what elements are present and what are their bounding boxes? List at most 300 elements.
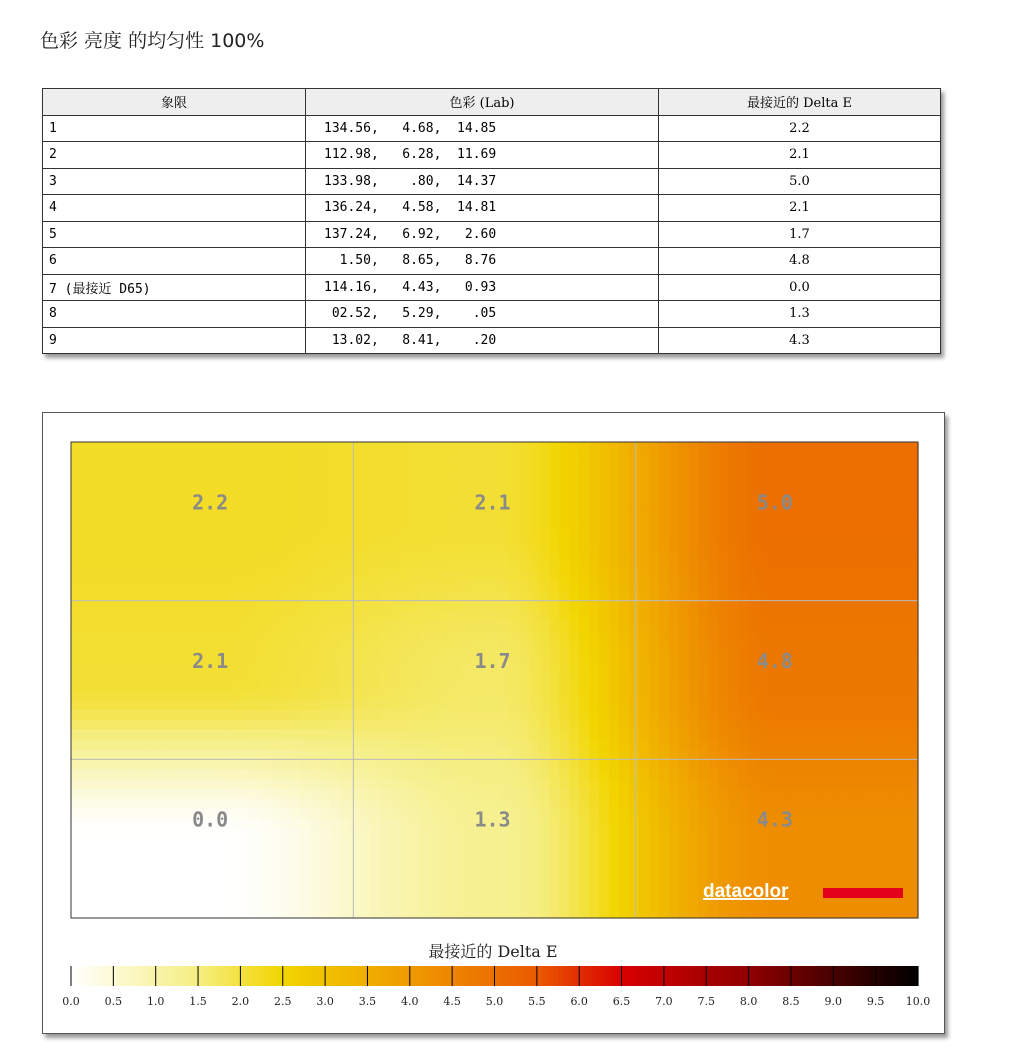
heatmap-cell — [480, 888, 491, 899]
heatmap-cell — [788, 908, 799, 919]
heatmap-cell — [290, 472, 301, 483]
heatmap-cell — [290, 660, 301, 671]
heatmap-cell — [569, 720, 580, 731]
heatmap-cell — [649, 789, 660, 800]
heatmap-cell — [131, 442, 142, 453]
heatmap-cell — [858, 660, 869, 671]
heatmap-cell — [908, 789, 919, 800]
heatmap-cell — [121, 690, 132, 701]
colorbar-tick-label: 6.5 — [612, 995, 631, 1008]
heatmap-cell — [91, 809, 102, 820]
heatmap-cell — [759, 571, 770, 582]
heatmap-cell — [181, 472, 192, 483]
heatmap-cell — [579, 878, 590, 889]
colorbar-segment — [859, 966, 864, 986]
heatmap-cell — [71, 511, 82, 522]
heatmap-cell — [788, 859, 799, 870]
heatmap-cell — [370, 571, 381, 582]
heatmap-cell — [649, 740, 660, 751]
heatmap-cell — [340, 759, 351, 770]
heatmap-cell — [579, 829, 590, 840]
heatmap-cell — [141, 452, 152, 463]
heatmap-cell — [91, 680, 102, 691]
heatmap-cell — [778, 442, 789, 453]
heatmap-cell — [509, 650, 520, 661]
heatmap-cell — [380, 859, 391, 870]
heatmap-cell — [340, 878, 351, 889]
colorbar-segment — [232, 966, 237, 986]
heatmap-cell — [460, 769, 471, 780]
heatmap-cell — [161, 849, 172, 860]
heatmap-cell — [858, 710, 869, 721]
heatmap-cell — [230, 740, 241, 751]
heatmap-cell — [579, 660, 590, 671]
heatmap-cell — [898, 789, 909, 800]
heatmap-cell — [420, 859, 431, 870]
colorbar-segment — [262, 966, 267, 986]
heatmap-cell — [709, 502, 720, 513]
heatmap-cell — [240, 442, 251, 453]
heatmap-cell — [798, 749, 809, 760]
heatmap-cell — [260, 472, 271, 483]
heatmap-cell — [509, 700, 520, 711]
heatmap-cell — [440, 710, 451, 721]
heatmap-cell — [679, 482, 690, 493]
heatmap-cell — [71, 601, 82, 612]
heatmap-cell — [300, 492, 311, 503]
heatmap-cell — [360, 660, 371, 671]
heatmap-cell — [350, 650, 361, 661]
heatmap-cell — [181, 591, 192, 602]
heatmap-cell — [330, 809, 341, 820]
heatmap-cell — [101, 740, 112, 751]
heatmap-cell — [171, 779, 182, 790]
heatmap-cell — [719, 551, 730, 562]
heatmap-cell — [260, 452, 271, 463]
heatmap-cell — [260, 908, 271, 919]
heatmap-cell — [290, 700, 301, 711]
colorbar-segment — [401, 966, 406, 986]
heatmap-cell — [260, 839, 271, 850]
heatmap-cell — [759, 849, 770, 860]
heatmap-cell — [609, 591, 620, 602]
heatmap-cell — [151, 868, 162, 879]
heatmap-cell — [370, 769, 381, 780]
heatmap-cell — [480, 898, 491, 909]
heatmap-cell — [739, 779, 750, 790]
heatmap-cell — [629, 571, 640, 582]
heatmap-cell — [171, 859, 182, 870]
heatmap-cell — [858, 859, 869, 870]
heatmap-cell — [330, 601, 341, 612]
heatmap-cell — [320, 779, 331, 790]
heatmap-cell — [480, 452, 491, 463]
heatmap-cell — [430, 561, 441, 572]
heatmap-cell — [609, 809, 620, 820]
heatmap-cell — [320, 591, 331, 602]
heatmap-cell — [609, 720, 620, 731]
heatmap-cell — [539, 740, 550, 751]
heatmap-cell — [290, 521, 301, 532]
heatmap-cell — [181, 710, 192, 721]
heatmap-cell — [121, 829, 132, 840]
heatmap-cell — [131, 700, 142, 711]
heatmap-cell — [201, 740, 212, 751]
delta-e-cell: 2.1 — [659, 195, 941, 222]
heatmap-cell — [121, 670, 132, 681]
heatmap-cell — [878, 531, 889, 542]
heatmap-cell — [440, 829, 451, 840]
heatmap-cell — [450, 551, 461, 562]
colorbar-segment — [622, 966, 627, 986]
heatmap-cell — [340, 591, 351, 602]
heatmap-cell — [828, 442, 839, 453]
heatmap-cell — [490, 581, 501, 592]
heatmap-cell — [828, 680, 839, 691]
heatmap-cell — [798, 482, 809, 493]
colorbar-segment — [647, 966, 652, 986]
heatmap-cell — [121, 809, 132, 820]
heatmap-cell — [280, 492, 291, 503]
heatmap-cell — [121, 849, 132, 860]
heatmap-cell — [111, 710, 122, 721]
heatmap-cell — [121, 839, 132, 850]
heatmap-cell — [310, 868, 321, 879]
heatmap-cell — [101, 462, 112, 473]
heatmap-cell — [220, 521, 231, 532]
heatmap-cell — [430, 452, 441, 463]
heatmap-cell — [490, 561, 501, 572]
heatmap-cell — [699, 601, 710, 612]
heatmap-cell — [878, 690, 889, 701]
heatmap-cell — [250, 888, 261, 899]
colorbar-segment — [893, 966, 898, 986]
heatmap-cell — [111, 462, 122, 473]
heatmap-cell — [101, 759, 112, 770]
colorbar-segment — [181, 966, 186, 986]
heatmap-cell — [111, 571, 122, 582]
heatmap-cell — [310, 541, 321, 552]
heatmap-cell — [529, 442, 540, 453]
heatmap-cell — [878, 700, 889, 711]
heatmap-cell — [280, 849, 291, 860]
heatmap-cell — [350, 710, 361, 721]
heatmap-cell — [838, 759, 849, 770]
heatmap-cell — [619, 551, 630, 562]
heatmap-cell — [320, 621, 331, 632]
heatmap-cell — [908, 809, 919, 820]
heatmap-cell — [569, 640, 580, 651]
heatmap-cell — [689, 829, 700, 840]
heatmap-cell — [689, 680, 700, 691]
heatmap-cell — [838, 789, 849, 800]
heatmap-cell — [868, 690, 879, 701]
heatmap-cell — [848, 581, 859, 592]
heatmap-cell — [579, 908, 590, 919]
heatmap-cell — [340, 740, 351, 751]
heatmap-cell — [838, 730, 849, 741]
heatmap-cell — [848, 829, 859, 840]
heatmap-cell — [111, 502, 122, 513]
heatmap-cell — [360, 809, 371, 820]
heatmap-cell — [818, 690, 829, 701]
heatmap-cell — [739, 551, 750, 562]
heatmap-cell — [828, 551, 839, 562]
heatmap-cell — [858, 819, 869, 830]
heatmap-cell — [330, 581, 341, 592]
heatmap-cell — [460, 779, 471, 790]
heatmap-cell — [230, 541, 241, 552]
heatmap-cell — [450, 452, 461, 463]
heatmap-cell — [858, 581, 869, 592]
heatmap-cell — [230, 531, 241, 542]
heatmap-cell — [310, 720, 321, 731]
quadrant-cell: 5 — [43, 221, 306, 248]
heatmap-cell — [161, 660, 172, 671]
colorbar-segment — [766, 966, 771, 986]
heatmap-cell — [599, 888, 610, 899]
heatmap-cell — [330, 868, 341, 879]
heatmap-cell — [679, 799, 690, 810]
heatmap-cell — [430, 591, 441, 602]
heatmap-cell — [181, 769, 192, 780]
heatmap-cell — [888, 511, 899, 522]
heatmap-cell — [589, 650, 600, 661]
heatmap-cell — [549, 769, 560, 780]
heatmap-cell — [888, 839, 899, 850]
heatmap-cell — [639, 769, 650, 780]
heatmap-cell — [599, 868, 610, 879]
heatmap-cell — [519, 482, 530, 493]
heatmap-cell — [659, 799, 670, 810]
heatmap-cell — [410, 680, 421, 691]
heatmap-cell — [729, 442, 740, 453]
colorbar-segment — [884, 966, 889, 986]
heatmap-cell — [81, 502, 92, 513]
heatmap-cell — [161, 908, 172, 919]
heatmap-cell — [71, 700, 82, 711]
heatmap-cell — [410, 640, 421, 651]
heatmap-cell — [400, 601, 411, 612]
heatmap-cell — [400, 591, 411, 602]
heatmap-cell — [579, 670, 590, 681]
heatmap-cell — [898, 640, 909, 651]
heatmap-cell — [410, 551, 421, 562]
heatmap-cell — [380, 521, 391, 532]
heatmap-cell — [390, 700, 401, 711]
heatmap-cell — [788, 541, 799, 552]
heatmap-cell — [649, 868, 660, 879]
heatmap-cell — [519, 630, 530, 641]
heatmap-cell — [609, 551, 620, 562]
heatmap-cell — [460, 839, 471, 850]
heatmap-cell — [350, 462, 361, 473]
heatmap-cell — [201, 521, 212, 532]
lab-cell: 133.98, .80, 14.37 — [306, 168, 659, 195]
heatmap-cell — [290, 720, 301, 731]
heatmap-cell — [898, 531, 909, 542]
heatmap-cell — [769, 621, 780, 632]
heatmap-cell — [430, 740, 441, 751]
heatmap-cell — [480, 749, 491, 760]
heatmap-cell — [141, 601, 152, 612]
heatmap-cell — [101, 551, 112, 562]
heatmap-cell — [679, 878, 690, 889]
heatmap-cell — [778, 789, 789, 800]
heatmap-cell — [848, 630, 859, 641]
heatmap-cell — [739, 561, 750, 572]
heatmap-cell — [490, 591, 501, 602]
heatmap-cell — [81, 670, 92, 681]
heatmap-cell — [191, 541, 202, 552]
heatmap-cell — [151, 462, 162, 473]
heatmap-cell — [480, 878, 491, 889]
heatmap-cell — [749, 521, 760, 532]
heatmap-cell — [91, 541, 102, 552]
heatmap-cell — [649, 541, 660, 552]
heatmap-cell — [181, 878, 192, 889]
heatmap-cell — [151, 502, 162, 513]
heatmap-cell — [689, 541, 700, 552]
heatmap-cell — [171, 650, 182, 661]
heatmap-cell — [201, 541, 212, 552]
colorbar-segment — [338, 966, 343, 986]
heatmap-cell — [848, 561, 859, 572]
heatmap-cell — [709, 829, 720, 840]
heatmap-cell — [808, 769, 819, 780]
heatmap-cell — [310, 730, 321, 741]
heatmap-cell — [171, 759, 182, 770]
heatmap-cell — [340, 571, 351, 582]
heatmap-cell — [141, 779, 152, 790]
heatmap-cell — [759, 859, 770, 870]
heatmap-cell — [111, 898, 122, 909]
heatmap-cell — [908, 581, 919, 592]
heatmap-cell — [828, 482, 839, 493]
heatmap-cell — [111, 670, 122, 681]
heatmap-cell — [709, 541, 720, 552]
heatmap-cell — [380, 759, 391, 770]
heatmap-cell — [529, 601, 540, 612]
heatmap-cell — [679, 839, 690, 850]
heatmap-cell — [101, 908, 112, 919]
heatmap-cell — [211, 908, 222, 919]
heatmap-cell — [81, 452, 92, 463]
heatmap-cell — [689, 561, 700, 572]
heatmap-cell — [679, 551, 690, 562]
heatmap-cell — [828, 759, 839, 770]
heatmap-cell — [161, 630, 172, 641]
heatmap-cell — [250, 690, 261, 701]
heatmap-cell — [509, 462, 520, 473]
heatmap-cell — [151, 700, 162, 711]
heatmap-cell — [699, 630, 710, 641]
heatmap-cell — [161, 541, 172, 552]
colorbar-segment — [727, 966, 732, 986]
heatmap-cell — [589, 531, 600, 542]
heatmap-cell — [350, 740, 361, 751]
heatmap-cell — [290, 759, 301, 770]
heatmap-cell — [161, 621, 172, 632]
heatmap-cell — [659, 769, 670, 780]
heatmap-cell — [81, 472, 92, 483]
heatmap-cell — [569, 809, 580, 820]
heatmap-cell — [529, 591, 540, 602]
heatmap-cell — [619, 571, 630, 582]
heatmap-cell — [310, 749, 321, 760]
heatmap-cell — [669, 472, 680, 483]
heatmap-cell — [350, 482, 361, 493]
colorbar-segment — [583, 966, 588, 986]
heatmap-cell — [519, 531, 530, 542]
heatmap-cell — [440, 611, 451, 622]
lab-cell: 13.02, 8.41, .20 — [306, 327, 659, 354]
heatmap-cell — [330, 521, 341, 532]
heatmap-cell — [759, 541, 770, 552]
heatmap-cell — [151, 640, 162, 651]
colorbar-segment — [689, 966, 694, 986]
heatmap-cell — [539, 650, 550, 661]
colorbar-segment — [638, 966, 643, 986]
heatmap-cell — [370, 492, 381, 503]
heatmap-cell — [878, 660, 889, 671]
heatmap-cell — [330, 789, 341, 800]
heatmap-cell — [878, 472, 889, 483]
heatmap-cell — [858, 452, 869, 463]
heatmap-cell — [619, 759, 630, 770]
heatmap-cell — [729, 561, 740, 572]
heatmap-cell — [629, 749, 640, 760]
heatmap-cell — [828, 630, 839, 641]
heatmap-cell — [529, 680, 540, 691]
heatmap-cell — [450, 462, 461, 473]
heatmap-cell — [111, 531, 122, 542]
heatmap-cell — [579, 690, 590, 701]
heatmap-cell — [639, 759, 650, 770]
heatmap-cell — [280, 482, 291, 493]
heatmap-cell — [759, 789, 770, 800]
colorbar-segment — [782, 966, 787, 986]
heatmap-cell — [659, 898, 670, 909]
heatmap-cell — [739, 710, 750, 721]
heatmap-cell — [759, 749, 770, 760]
colorbar-tick-label: 4.5 — [443, 995, 461, 1008]
heatmap-cell — [838, 700, 849, 711]
heatmap-cell — [270, 690, 281, 701]
datacolor-logo: datacolor — [703, 881, 789, 902]
heatmap-cell — [490, 710, 501, 721]
heatmap-cell — [749, 680, 760, 691]
heatmap-cell — [659, 859, 670, 870]
heatmap-cell — [161, 502, 172, 513]
heatmap-cell — [81, 551, 92, 562]
heatmap-cell — [759, 591, 770, 602]
heatmap-cell — [739, 611, 750, 622]
heatmap-cell — [250, 502, 261, 513]
heatmap-cell — [400, 799, 411, 810]
heatmap-cell — [619, 492, 630, 503]
heatmap-cell — [888, 462, 899, 473]
heatmap-cell — [848, 839, 859, 850]
heatmap-cell — [888, 789, 899, 800]
heatmap-cell — [848, 849, 859, 860]
heatmap-cell — [729, 908, 740, 919]
heatmap-cell — [230, 571, 241, 582]
heatmap-cell — [350, 611, 361, 622]
heatmap-cell — [131, 452, 142, 463]
heatmap-cell — [91, 591, 102, 602]
heatmap-cell — [91, 452, 102, 463]
